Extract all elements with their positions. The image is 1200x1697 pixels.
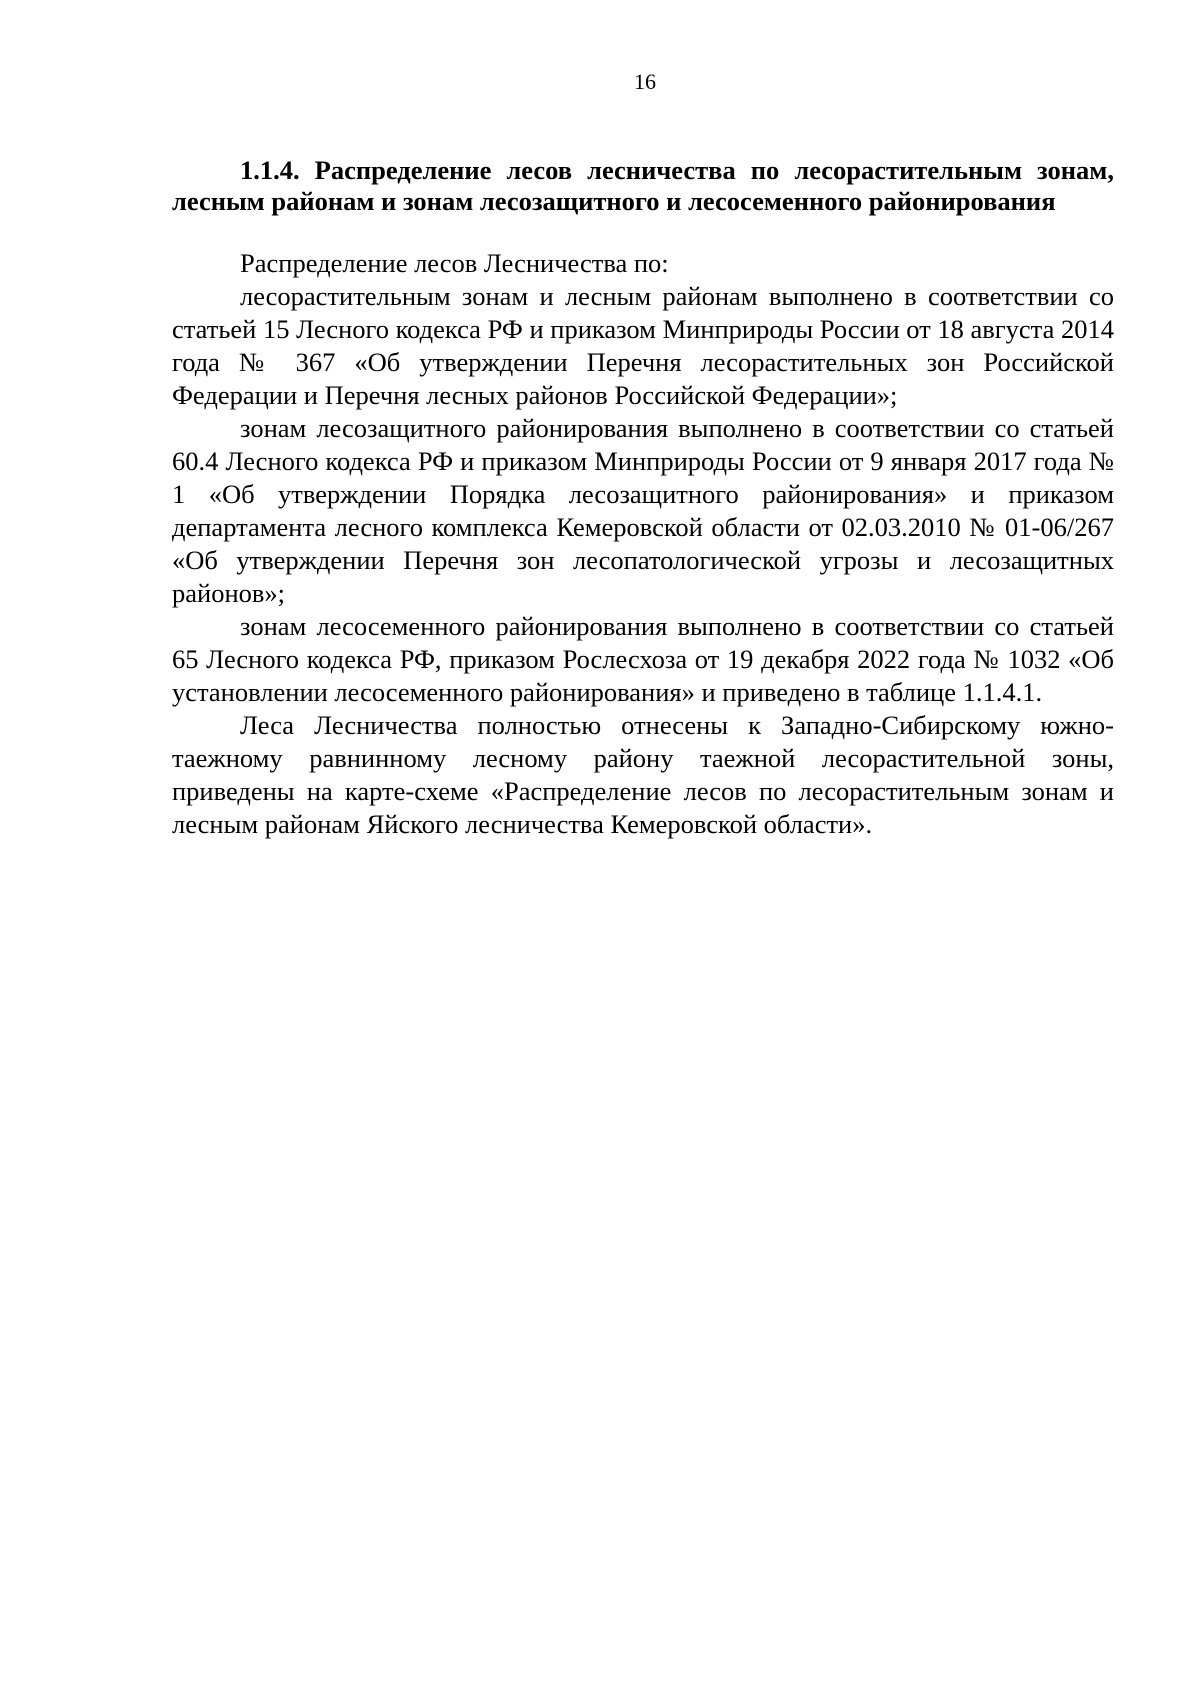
paragraph-forest-district-assignment: Леса Лесничества полностью отнесены к Западно-Сибирскому южно-таежному равнинному лесному району таежной лесорастительной зоны, приведены на карте-схеме «Распределение лесов по лесорастительным зонам и лесным районам Яйского лесничества Кемеровской области». bbox=[172, 710, 1114, 839]
section-heading: 1.1.4. Распределение лесов лесничества по лесорастительным зонам, лесным районам и зонам лесозащитного и лесосеменного районирования bbox=[172, 155, 1114, 216]
page-content bbox=[172, 155, 1114, 841]
paragraph-forest-seed-zoning: зонам лесосеменного районирования выполнено в соответствии со статьей 65 Лесного кодекса РФ, приказом Рослесхоза от 19 декабря 2022 года № 1032 «Об установлении лесосеменного районирования» и приведено в таблице 1.1.4.1. bbox=[172, 611, 1114, 707]
paragraph-forest-protection-zoning: зонам лесозащитного районирования выполнено в соответствии со статьей 60.4 Лесного кодекса РФ и приказом Минприроды России от 9 января 2017 года № 1 «Об утверждении Порядка лесозащитного районирования» и приказом департамента лесного комплекса Кемеровской области от 02.03.2010 № 01-06/267 «Об утверждении Перечня зон лесопатологической угрозы и лесозащитных районов»; bbox=[172, 413, 1114, 608]
section-body bbox=[172, 247, 1114, 841]
paragraph-forest-zones: лесорастительным зонам и лесным районам выполнено в соответствии со статьей 15 Лесного кодекса РФ и приказом Минприроды России от 18 августа 2014 года № 367 «Об утверждении Перечня лесорастительных зон Российской Федерации и Перечня лесных районов Российской Федерации»; bbox=[172, 281, 1114, 410]
paragraph-intro: Распределение лесов Лесничества по: bbox=[240, 248, 669, 278]
page-number: 16 bbox=[634, 69, 656, 94]
